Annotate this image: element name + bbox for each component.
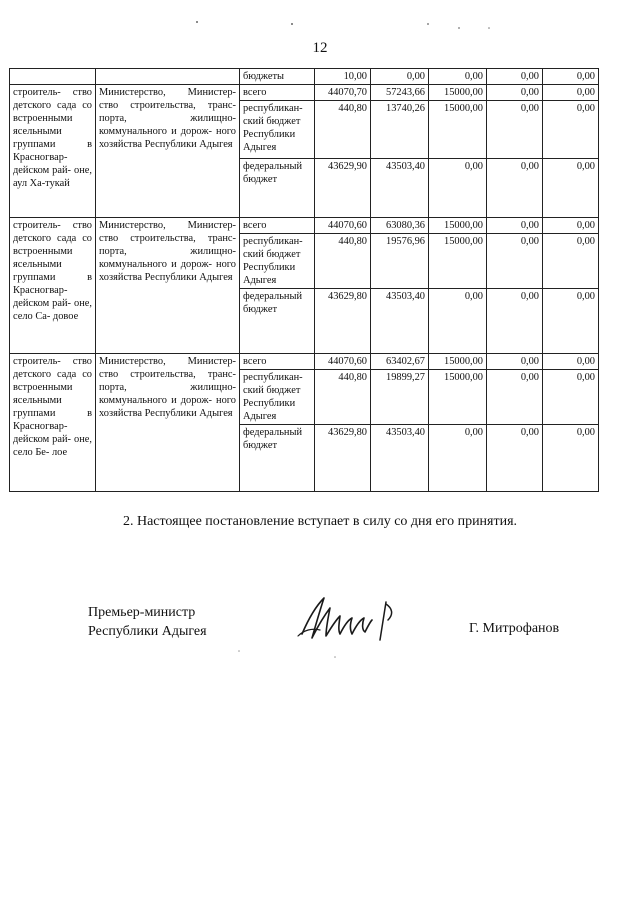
signatory-title: [88, 603, 207, 641]
value-cell: 15000,00: [429, 234, 487, 289]
funding-source: республикан- ский бюджет Республики Адыгея: [240, 101, 315, 159]
funding-source: республикан- ский бюджет Республики Адыгея: [240, 234, 315, 289]
value-cell: 0,00: [487, 218, 543, 234]
signatory-title-line: Республики Адыгея: [88, 624, 207, 639]
responsible-executor: Министерство, Министер- ство строительства, транс- порта, жилищно- коммунального и дорож- ного хозяйства Республики Адыгея: [96, 354, 240, 492]
value-cell: 0,00: [429, 425, 487, 492]
value-cell: 43629,80: [315, 425, 371, 492]
table-row: [10, 85, 599, 101]
value-cell: 0,00: [487, 354, 543, 370]
value-cell: 13740,26: [371, 101, 429, 159]
value-cell: 0,00: [543, 69, 599, 85]
value-cell: 0,00: [543, 101, 599, 159]
value-cell: 0,00: [487, 85, 543, 101]
object-name: строитель- ство детского сада со встроенными ясельными группами в Красногвар- дейском рай- оне, село Бе- лое: [10, 354, 96, 492]
funding-source: всего: [240, 85, 315, 101]
value-cell: 440,80: [315, 234, 371, 289]
value-cell: 43503,40: [371, 159, 429, 218]
value-cell: 0,00: [543, 425, 599, 492]
value-cell: 44070,60: [315, 218, 371, 234]
value-cell: 63080,36: [371, 218, 429, 234]
value-cell: 44070,70: [315, 85, 371, 101]
value-cell: 43503,40: [371, 425, 429, 492]
responsible-executor: Министерство, Министер- ство строительства, транс- порта, жилищно- коммунального и дорож- ного хозяйства Республики Адыгея: [96, 85, 240, 218]
value-cell: 15000,00: [429, 354, 487, 370]
page-number: 12: [312, 40, 328, 56]
table-cell: [10, 69, 96, 85]
value-cell: 0,00: [543, 159, 599, 218]
value-cell: 43629,80: [315, 289, 371, 354]
value-cell: 15000,00: [429, 85, 487, 101]
value-cell: 0,00: [487, 101, 543, 159]
value-cell: 15000,00: [429, 218, 487, 234]
value-cell: 440,80: [315, 101, 371, 159]
funding-source: всего: [240, 218, 315, 234]
table-row: [10, 354, 599, 370]
value-cell: 15000,00: [429, 101, 487, 159]
responsible-executor: Министерство, Министер- ство строительства, транс- порта, жилищно- коммунального и дорож- ного хозяйства Республики Адыгея: [96, 218, 240, 354]
funding-source: федеральный бюджет: [240, 159, 315, 218]
value-cell: 440,80: [315, 370, 371, 425]
value-cell: 43629,90: [315, 159, 371, 218]
object-name: строитель- ство детского сада со встроенными ясельными группами в Красногвар- дейском рай- оне, село Са- довое: [10, 218, 96, 354]
value-cell: 0,00: [429, 289, 487, 354]
value-cell: 0,00: [543, 354, 599, 370]
funding-source: федеральный бюджет: [240, 425, 315, 492]
value-cell: 44070,60: [315, 354, 371, 370]
value-cell: 0,00: [487, 234, 543, 289]
table-row: [10, 69, 599, 85]
value-cell: 0,00: [487, 425, 543, 492]
value-cell: 0,00: [543, 218, 599, 234]
value-cell: 10,00: [315, 69, 371, 85]
handwritten-signature: [290, 590, 410, 650]
value-cell: 15000,00: [429, 370, 487, 425]
value-cell: 0,00: [487, 159, 543, 218]
value-cell: 43503,40: [371, 289, 429, 354]
table-cell: [96, 69, 240, 85]
value-cell: 0,00: [543, 289, 599, 354]
signer-name: Г. Митрофанов: [469, 621, 560, 636]
value-cell: 19576,96: [371, 234, 429, 289]
value-cell: 0,00: [543, 370, 599, 425]
budget-table: [9, 68, 599, 492]
value-cell: 0,00: [543, 234, 599, 289]
table-row: [10, 218, 599, 234]
value-cell: 0,00: [543, 85, 599, 101]
value-cell: 0,00: [487, 69, 543, 85]
value-cell: 19899,27: [371, 370, 429, 425]
value-cell: 0,00: [371, 69, 429, 85]
value-cell: 63402,67: [371, 354, 429, 370]
value-cell: 0,00: [487, 289, 543, 354]
object-name: строитель- ство детского сада со встроенными ясельными группами в Красногвар- дейском рай- оне, аул Ха-тукай: [10, 85, 96, 218]
signatory-title-line: Премьер-министр: [88, 605, 196, 620]
clause-text: 2. Настоящее постановление вступает в силу со дня его принятия.: [122, 514, 518, 529]
value-cell: 57243,66: [371, 85, 429, 101]
funding-source: всего: [240, 354, 315, 370]
funding-source: бюджеты: [240, 69, 315, 85]
funding-source: республикан- ский бюджет Республики Адыгея: [240, 370, 315, 425]
funding-source: федеральный бюджет: [240, 289, 315, 354]
value-cell: 0,00: [429, 69, 487, 85]
value-cell: 0,00: [429, 159, 487, 218]
value-cell: 0,00: [487, 370, 543, 425]
